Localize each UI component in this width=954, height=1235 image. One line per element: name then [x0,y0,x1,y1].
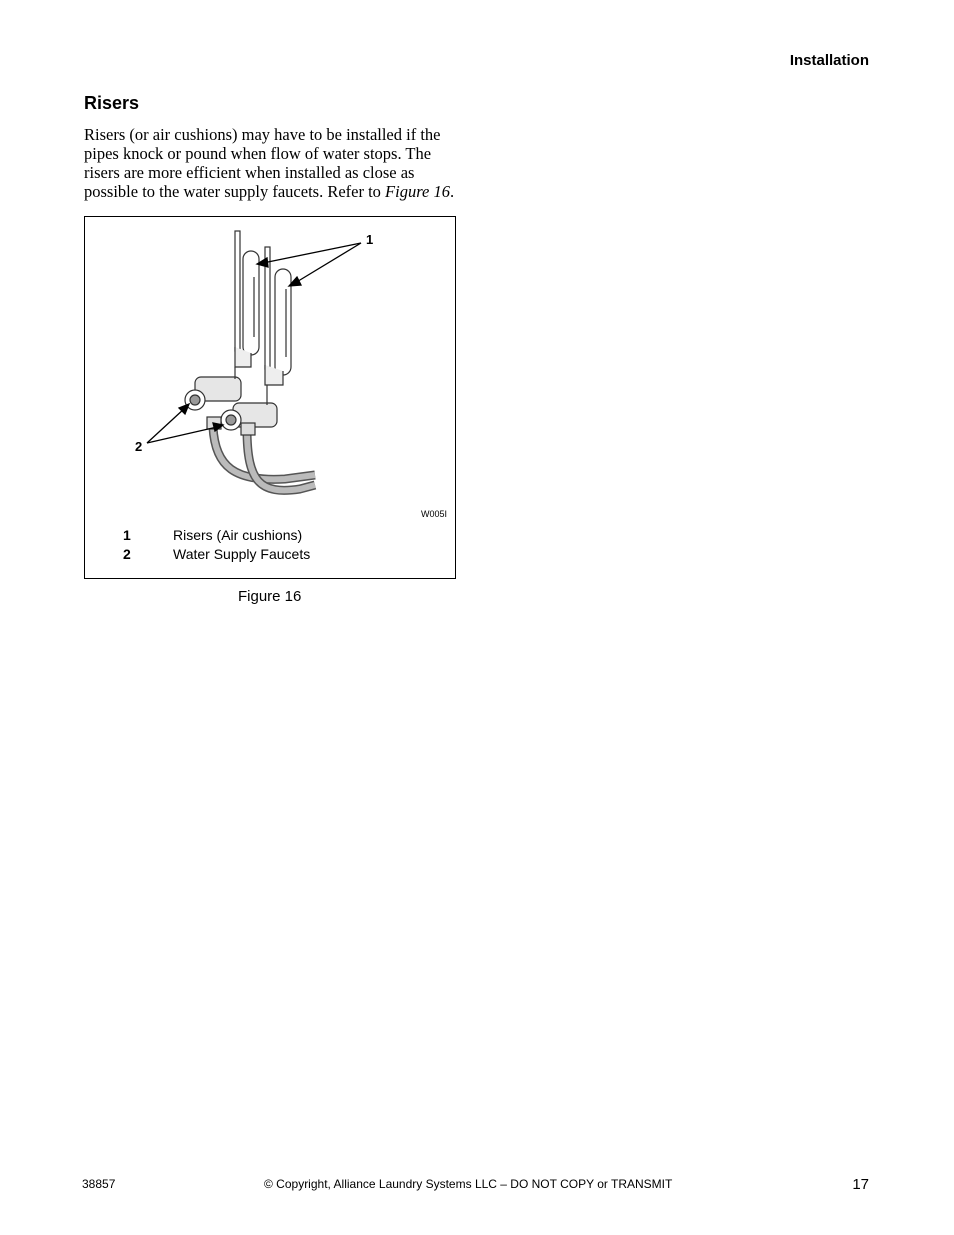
legend-row [123,525,310,544]
figure-reference-link[interactable]: Figure 16 [385,182,450,201]
figure-legend [123,525,310,563]
paragraph-text: Risers (or air cushions) may have to be installed if the pipes knock or pound when flow of water stops. The risers are more efficient when installed as close as possible to the water supply faucets. Refer to [84,125,441,201]
callout-2-label: 2 [135,439,143,454]
footer-page-number: 17 [852,1176,869,1193]
footer-copyright: © Copyright, Alliance Laundry Systems LLC – DO NOT COPY or TRANSMIT [264,1177,673,1191]
callout-1-label: 1 [366,232,374,247]
legend-label: Water Supply Faucets [173,545,311,562]
body-paragraph [84,125,464,201]
legend-label: Risers (Air cushions) [173,526,303,543]
footer-doc-number: 38857 [82,1177,116,1191]
legend-number: 2 [123,545,131,562]
header-section-title: Installation [789,52,869,69]
risers-illustration [85,217,457,517]
figure-code: W005I [420,509,447,519]
figure-box [84,216,456,579]
legend-number: 1 [123,526,131,543]
paragraph-end: . [449,182,455,201]
legend-row [123,544,310,563]
figure-caption: Figure 16 [238,588,302,605]
section-heading: Risers [84,93,140,113]
